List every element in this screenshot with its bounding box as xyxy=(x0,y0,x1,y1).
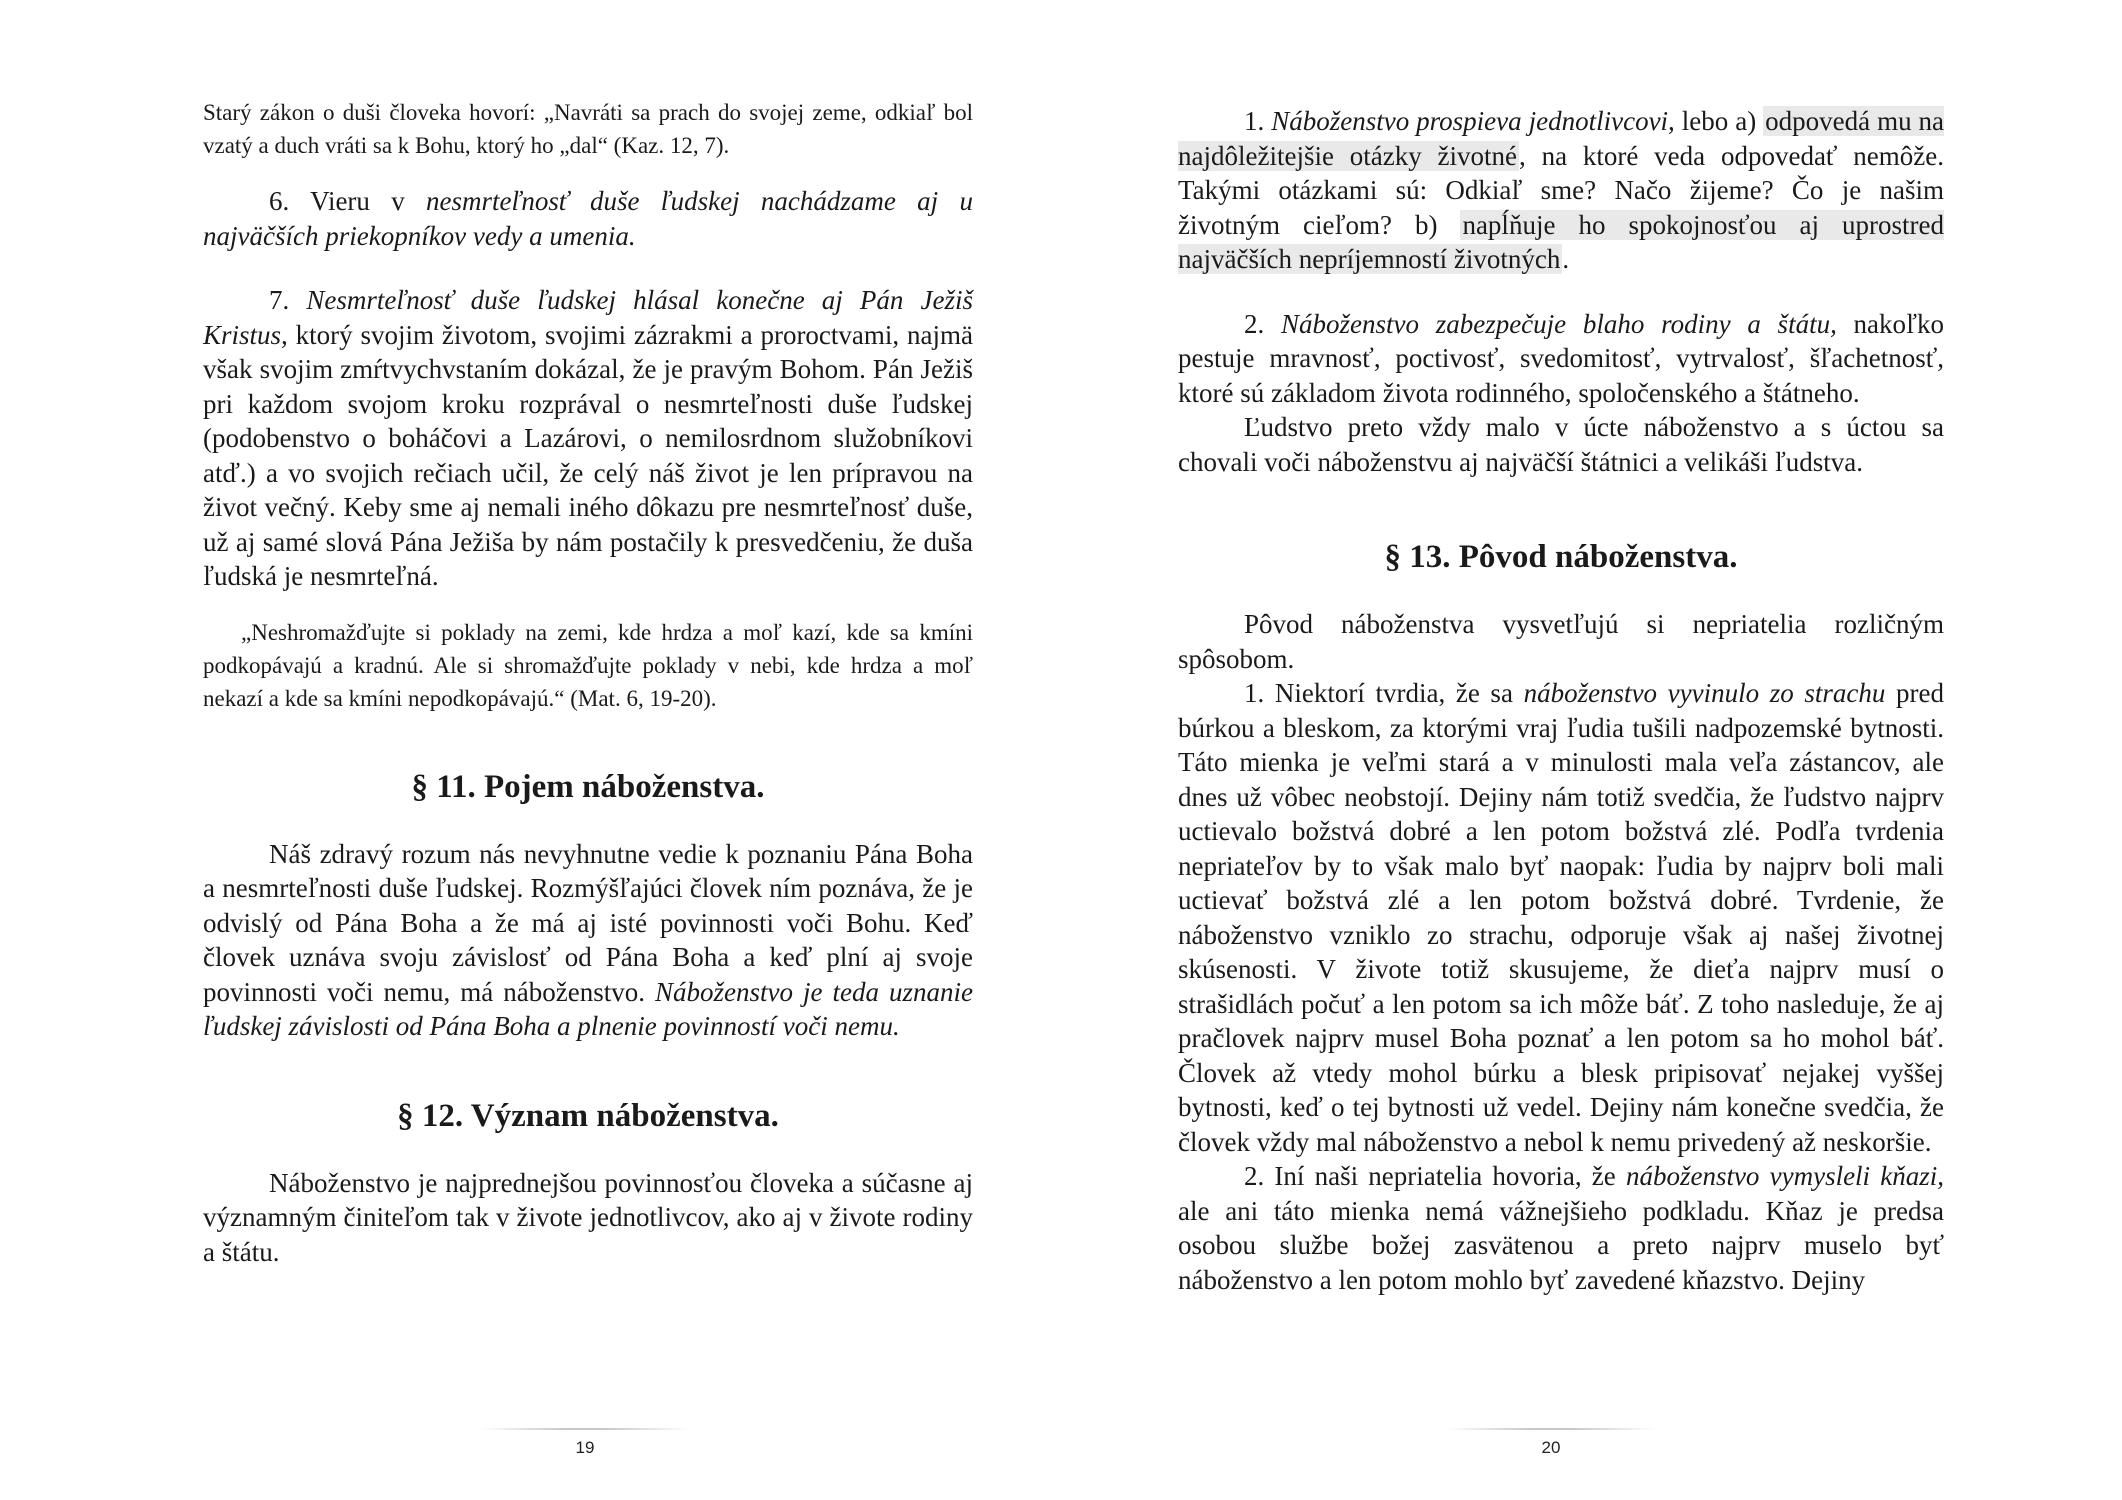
section-13-intro: Pôvod náboženstva vysvetľujú si nepriatelia rozličným spôsobom. xyxy=(1178,609,1944,674)
point-1-end: . xyxy=(1562,244,1570,274)
highlighted-text-1: odpovedá mu na najdôležitejšie otázky životné xyxy=(1178,106,1945,171)
section-11-definition: Náboženstvo je teda uznanie ľudskej závislosti od Pána Boha a plnenie povinností voči nemu. xyxy=(203,976,973,1041)
paragraph-6 xyxy=(203,184,973,253)
section-13-point-1 xyxy=(1178,676,1944,1159)
right-page-footer xyxy=(1446,1428,1656,1458)
paragraph-7-lead: 7. xyxy=(269,285,307,315)
point-1-paragraph xyxy=(1178,104,1944,277)
footer-rule xyxy=(1446,1428,1656,1430)
section-13-point-2 xyxy=(1178,1159,1944,1297)
section-13-point-1-lead: 1. Niektorí tvrdia, že sa xyxy=(1244,678,1524,708)
section-13-point-2-italic: náboženstvo vymysleli kňazi, xyxy=(1625,1161,1944,1191)
right-page-text xyxy=(1178,104,1944,1297)
point-1-a: lebo a) xyxy=(1674,106,1764,136)
page-number-left: 19 xyxy=(575,1438,595,1457)
paragraph-7 xyxy=(203,283,973,594)
section-13-point-1-italic: náboženstvo vyvinulo zo strachu xyxy=(1523,678,1886,708)
section-11-paragraph xyxy=(203,837,973,1044)
section-12-heading: § 12. Význam náboženstva. xyxy=(397,1097,779,1134)
section-13-point-2-lead: 2. Iní naši nepriatelia hovoria, že xyxy=(1244,1161,1626,1191)
paragraph-7-text: ktorý svojim životom, svojimi zázrakmi a proroctvami, najmä však svojim zmŕtvychvstaním dokázal, že je pravým Bohom. Pán Ježiš pri každom svojom kroku rozprával o nesmrteľnosti duše ľudskej (podobenstvo o boháčovi a Lazárovi, o nemilosrdnom služobníkovi atď.) a vo svojich rečiach učil, že celý náš život je len prípravou na život večný. Keby sme aj nemali iného dôkazu pre nesmrteľnosť duše, už aj samé slová Pána Ježiša by nám postačily k presvedčeniu, že duša ľudská je nesmrteľná. xyxy=(203,319,973,591)
humanity-paragraph: Ľudstvo preto vždy malo v úcte náboženstvo a s úctou sa chovali voči náboženstvu aj najväčší štátnici a velikáši ľudstva. xyxy=(1178,412,1944,477)
paragraph-6-lead: 6. Vieru v xyxy=(269,186,427,216)
section-11-heading: § 11. Pojem náboženstva. xyxy=(411,768,765,805)
footer-rule xyxy=(480,1428,690,1430)
left-page-text xyxy=(203,96,973,1269)
section-13-point-2-text: ale ani táto mienka nemá vážnejšieho podkladu. Kňaz je predsa osobou službe božej zasvätenou a preto najprv muselo byť náboženstvo a len potom mohlo byť zavedené kňazstvo. Dejiny xyxy=(1178,1195,1944,1295)
right-page xyxy=(1061,0,2122,1500)
matthew-quote: „Neshromažďujte si poklady na zemi, kde hrdza a moľ kazí, kde sa kmíni podkopávajú a kradnú. Ale si shromažďujte poklady v nebi, kde hrdza a moľ nekazí a kde sa kmíni nepodkopávajú.“ (Mat. 6, 19-20). xyxy=(203,619,973,711)
point-2-text: nakoľko pestuje mravnosť, poctivosť, svedomitosť, vytrvalosť, šľachetnosť, ktoré sú základom života rodinného, spoločenského a štátneho. xyxy=(1178,308,1945,408)
point-1-lead: 1. xyxy=(1244,106,1272,136)
section-12-paragraph: Náboženstvo je najprednejšou povinnosťou človeka a súčasne aj významným činiteľom tak v živote jednotlivcov, ako aj v živote rodiny a štátu. xyxy=(203,1167,973,1267)
point-1-mid: , na ktoré veda odpovedať nemôže. Takými otázkami sú: Odkiaľ sme? Načo žijeme? Čo je našim životným cieľom? b) xyxy=(1178,140,1944,240)
left-page-footer xyxy=(480,1428,690,1458)
ecclesiastes-quote: Starý zákon o duši človeka hovorí: „Navráti sa prach do svojej zeme, odkiaľ bol vzatý a duch vráti sa k Bohu, ktorý ho „dal“ (Kaz. 12, 7). xyxy=(203,100,973,158)
point-2-italic: Náboženstvo zabezpečuje blaho rodiny a štátu, xyxy=(1280,308,1837,339)
section-13-heading: § 13. Pôvod náboženstva. xyxy=(1384,539,1738,575)
paragraph-6-italic: nesmrteľnosť duše ľudskej nachádzame aj u najväčších priekopníkov vedy a umenia. xyxy=(203,186,973,251)
point-2-lead: 2. xyxy=(1244,308,1281,339)
section-13-point-1-text: pred búrkou a bleskom, za ktorými vraj ľudia tušili nadpozemské bytnosti. Táto mienka je veľmi stará a v minulosti mala veľa zástancov, ale dnes už vôbec neobstojí. Dejiny nám totiž svedčia, že ľudstvo najprv uctievalo božstvá dobré a len potom božstvá zlé. Podľa tvrdenia nepriateľov by to však malo byť naopak: ľudia by najprv boli mali uctievať božstvá zlé a len potom božstvá dobré. Tvrdenie, že náboženstvo vzniklo zo strachu, odporuje však aj našej životnej skúsenosti. V živote totiž skusujeme, že dieťa najprv musí o strašidlách počuť a len potom sa ich môže báť. Z toho nasleduje, že aj pračlovek najprv musel Boha poznať a len potom sa ho mohol báť. Človek až vtedy mohol búrku a blesk pripisovať nejakej vyššej bytnosti, keď o tej bytnosti už vedel. Dejiny nám konečne svedčia, že človek vždy mal náboženstvo a nebol k nemu privedený až neskoršie. xyxy=(1178,678,1944,1157)
paragraph-7-italic: Nesmrteľnosť duše ľudskej hlásal konečne aj Pán Ježiš Kristus, xyxy=(203,285,974,350)
page-number-right: 20 xyxy=(1541,1438,1561,1457)
section-11-text: Náš zdravý rozum nás nevyhnutne vedie k poznaniu Pána Boha a nesmrteľnosti duše ľudskej. Rozmýšľajúci človek ním poznáva, že je odvislý od Pána Boha a že má aj isté povinnosti voči Bohu. Keď človek uznáva svoju závislosť od Pána Boha a keď plní aj svoje povinnosti voči nemu, má náboženstvo. xyxy=(203,838,973,1007)
point-2-paragraph xyxy=(1178,307,1944,411)
point-1-italic: Náboženstvo prospieva jednotlivcovi, xyxy=(1271,106,1675,136)
highlighted-text-2: napĺňuje ho spokojnosťou aj uprostred najväčších nepríjemností životných xyxy=(1178,209,1944,274)
